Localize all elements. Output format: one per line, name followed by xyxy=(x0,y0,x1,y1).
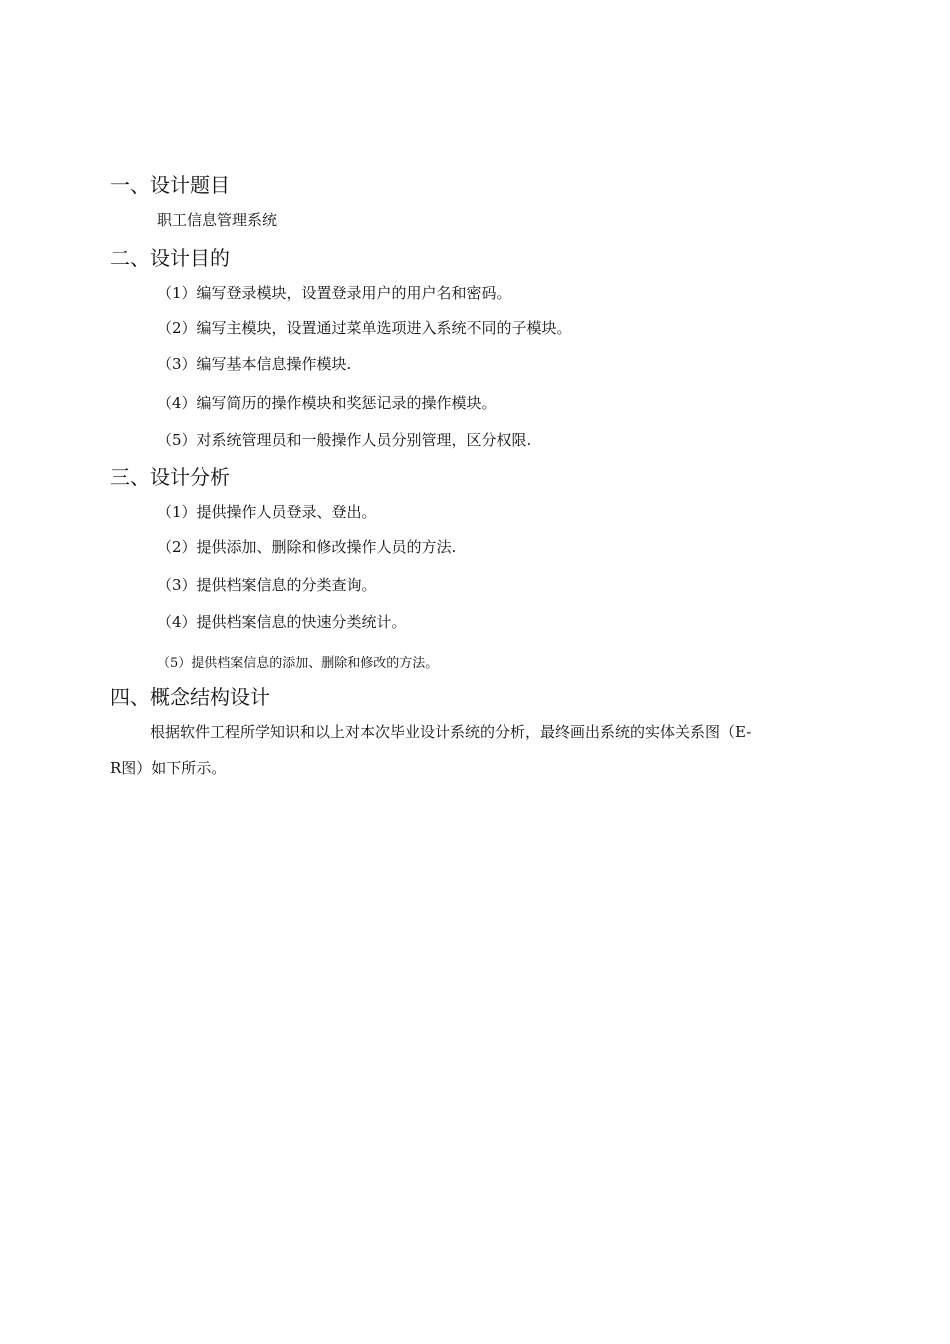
purpose-item-1: （1）编写登录模块，设置登录用户的用户名和密码。 xyxy=(157,284,512,302)
section-heading-4: 四、概念结构设计 xyxy=(110,685,270,709)
purpose-item-2: （2）编写主模块，设置通过菜单选项进入系统不同的子模块。 xyxy=(157,319,572,337)
section-heading-2: 二、设计目的 xyxy=(110,246,230,270)
purpose-item-3: （3）编写基本信息操作模块. xyxy=(157,355,352,373)
section-heading-1: 一、设计题目 xyxy=(110,173,230,197)
purpose-item-4: （4）编写简历的操作模块和奖惩记录的操作模块。 xyxy=(157,394,497,412)
analysis-item-5: （5）提供档案信息的添加、删除和修改的方法。 xyxy=(157,656,439,671)
analysis-item-3: （3）提供档案信息的分类查询。 xyxy=(157,576,377,594)
analysis-item-4: （4）提供档案信息的快速分类统计。 xyxy=(157,613,407,631)
section-heading-3: 三、设计分析 xyxy=(110,465,230,489)
concept-paragraph-line1: 根据软件工程所学知识和以上对本次毕业设计系统的分析，最终画出系统的实体关系图（E- xyxy=(150,723,752,741)
concept-paragraph-line2: R图）如下所示。 xyxy=(110,759,227,777)
purpose-item-5: （5）对系统管理员和一般操作人员分别管理，区分权限. xyxy=(157,431,532,449)
design-title-text: 职工信息管理系统 xyxy=(157,211,278,229)
analysis-item-1: （1）提供操作人员登录、登出。 xyxy=(157,503,377,521)
analysis-item-2: （2）提供添加、删除和修改操作人员的方法. xyxy=(157,538,457,556)
